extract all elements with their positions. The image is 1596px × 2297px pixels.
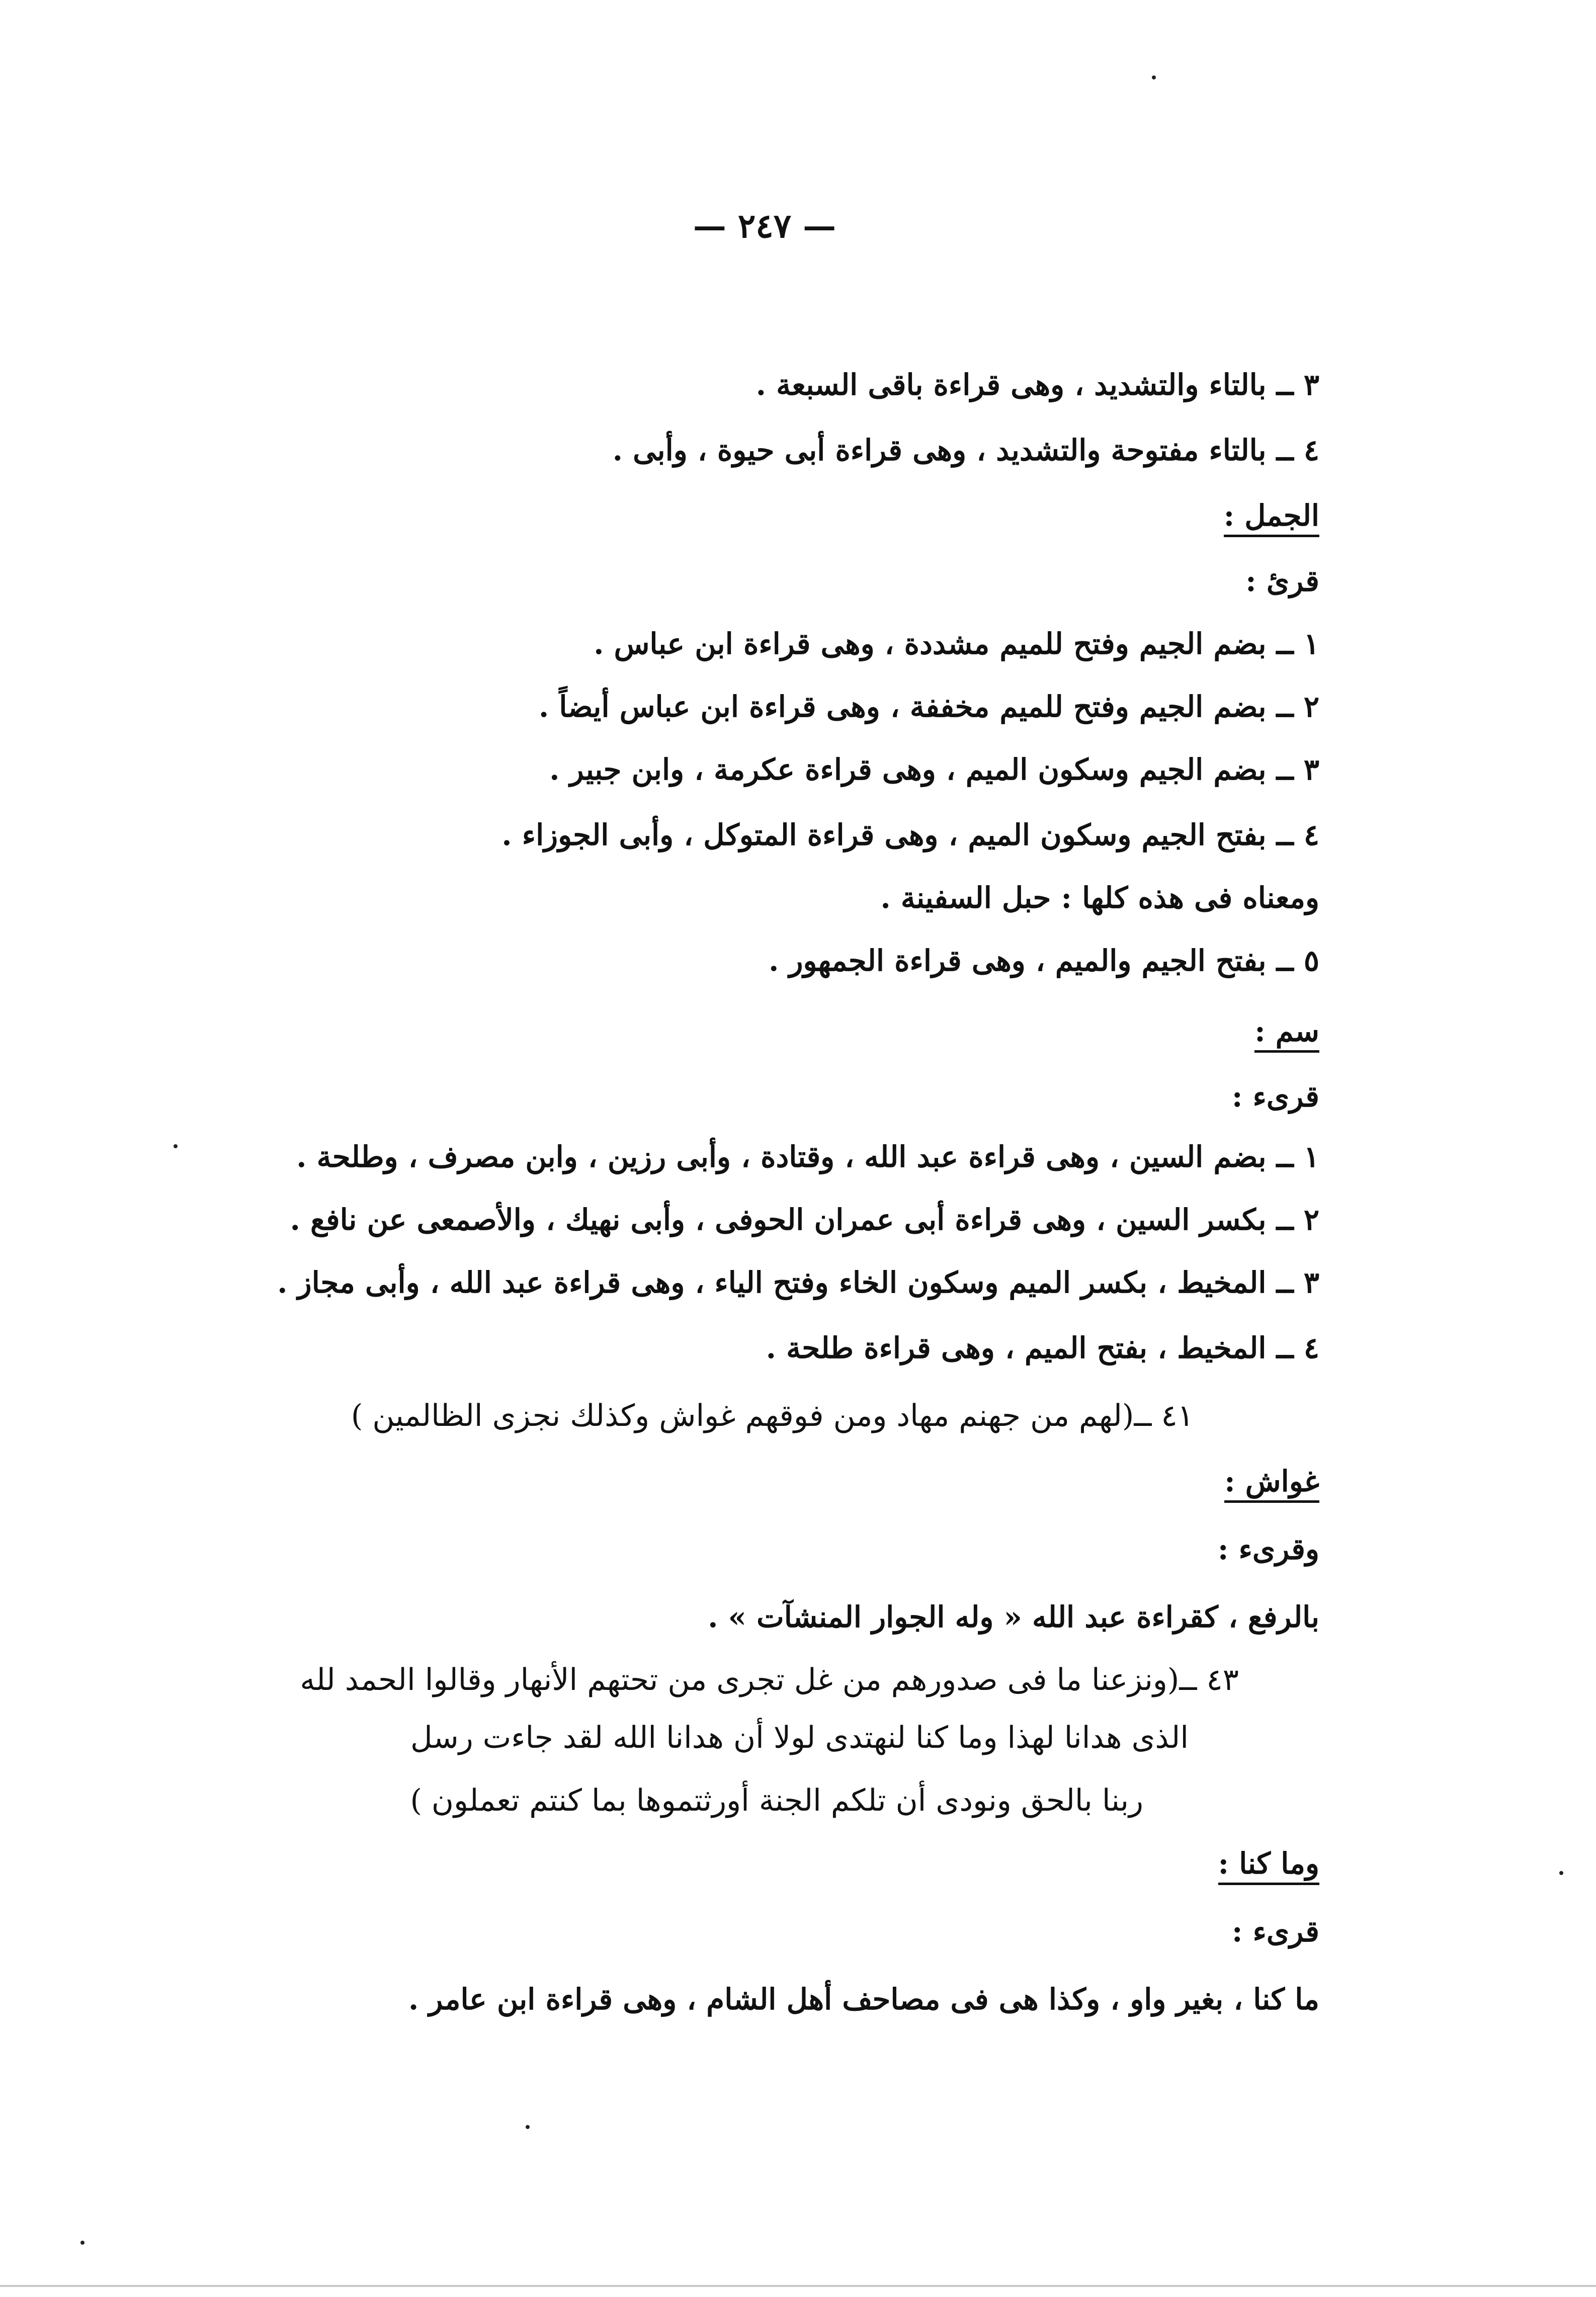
subheading: قرئ : (1245, 564, 1319, 598)
scan-speck (1152, 75, 1156, 79)
section-heading (1254, 1011, 1319, 1051)
section-heading (1218, 1843, 1319, 1884)
heading-label: وما كنا : (1218, 1846, 1319, 1885)
subheading: وقرىء : (1217, 1532, 1319, 1566)
section-heading (1224, 1461, 1319, 1501)
verse-line: ٤٣ ــ(ونزعنا ما فى صدورهم من غل تجرى من تحتهم الأنهار وقالوا الحمد لله (300, 1662, 1239, 1697)
heading-label: غواش : (1224, 1464, 1319, 1503)
reading-line: ١ ــ بضم الجيم وفتح للميم مشددة ، وهى قراءة ابن عباس . (594, 627, 1319, 661)
reading-line: ٣ ــ بالتاء والتشديد ، وهى قراءة باقى السبعة . (755, 368, 1319, 402)
heading-label: الجمل : (1224, 498, 1319, 537)
reading-line: ما كنا ، بغير واو ، وكذا هى فى مصاحف أهل الشام ، وهى قراءة ابن عامر . (408, 1982, 1319, 2016)
scan-speck (174, 1144, 178, 1148)
reading-line: ٥ ــ بفتح الجيم والميم ، وهى قراءة الجمهور . (769, 944, 1319, 978)
scan-speck (526, 2125, 530, 2129)
scan-speck (80, 2241, 85, 2245)
reading-line: ٤ ــ بالتاء مفتوحة والتشديد ، وهى قراءة أبى حيوة ، وأبى . (612, 433, 1319, 467)
verse-line: ربنا بالحق ونودى أن تلكم الجنة أورثتموها بما كنتم تعملون ) (410, 1783, 1143, 1818)
reading-line: ٤ ــ بفتح الجيم وسكون الميم ، وهى قراءة المتوكل ، وأبى الجوزاء . (501, 818, 1319, 852)
reading-line: ١ ــ بضم السين ، وهى قراءة عبد الله ، وقتادة ، وأبى رزين ، وابن مصرف ، وطلحة . (296, 1140, 1319, 1174)
reading-line: ٢ ــ بكسر السين ، وهى قراءة أبى عمران الحوفى ، وأبى نهيك ، والأصمعى عن نافع . (290, 1203, 1319, 1237)
subheading: قرىء : (1232, 1914, 1319, 1948)
subheading: قرىء : (1232, 1079, 1319, 1114)
bottom-border (0, 2285, 1596, 2287)
reading-line: ٣ ــ المخيط ، بكسر الميم وسكون الخاء وفتح الياء ، وهى قراءة عبد الله ، وأبى مجاز . (277, 1265, 1319, 1300)
section-heading (1224, 495, 1319, 536)
scan-speck (1559, 1871, 1563, 1875)
page-number: — ٢٤٧ — (693, 206, 836, 245)
reading-line: ٤ ــ المخيط ، بفتح الميم ، وهى قراءة طلحة . (766, 1331, 1319, 1365)
reading-line: ومعناه فى هذه كلها : حبل السفينة . (880, 881, 1319, 915)
verse-line: الذى هدانا لهذا وما كنا لنهتدى لولا أن هدانا الله لقد جاءت رسل (410, 1720, 1189, 1755)
reading-line: ٢ ــ بضم الجيم وفتح للميم مخففة ، وهى قراءة ابن عباس أيضاً . (538, 690, 1319, 724)
verse-line: ٤١ ــ(لهم من جهنم مهاد ومن فوقهم غواش وكذلك نجزى الظالمين ) (351, 1398, 1194, 1433)
heading-label: سم : (1254, 1014, 1319, 1053)
reading-line: بالرفع ، كقراءة عبد الله « وله الجوار المنشآت » . (708, 1600, 1319, 1634)
reading-line: ٣ ــ بضم الجيم وسكون الميم ، وهى قراءة عكرمة ، وابن جبير . (549, 752, 1319, 787)
